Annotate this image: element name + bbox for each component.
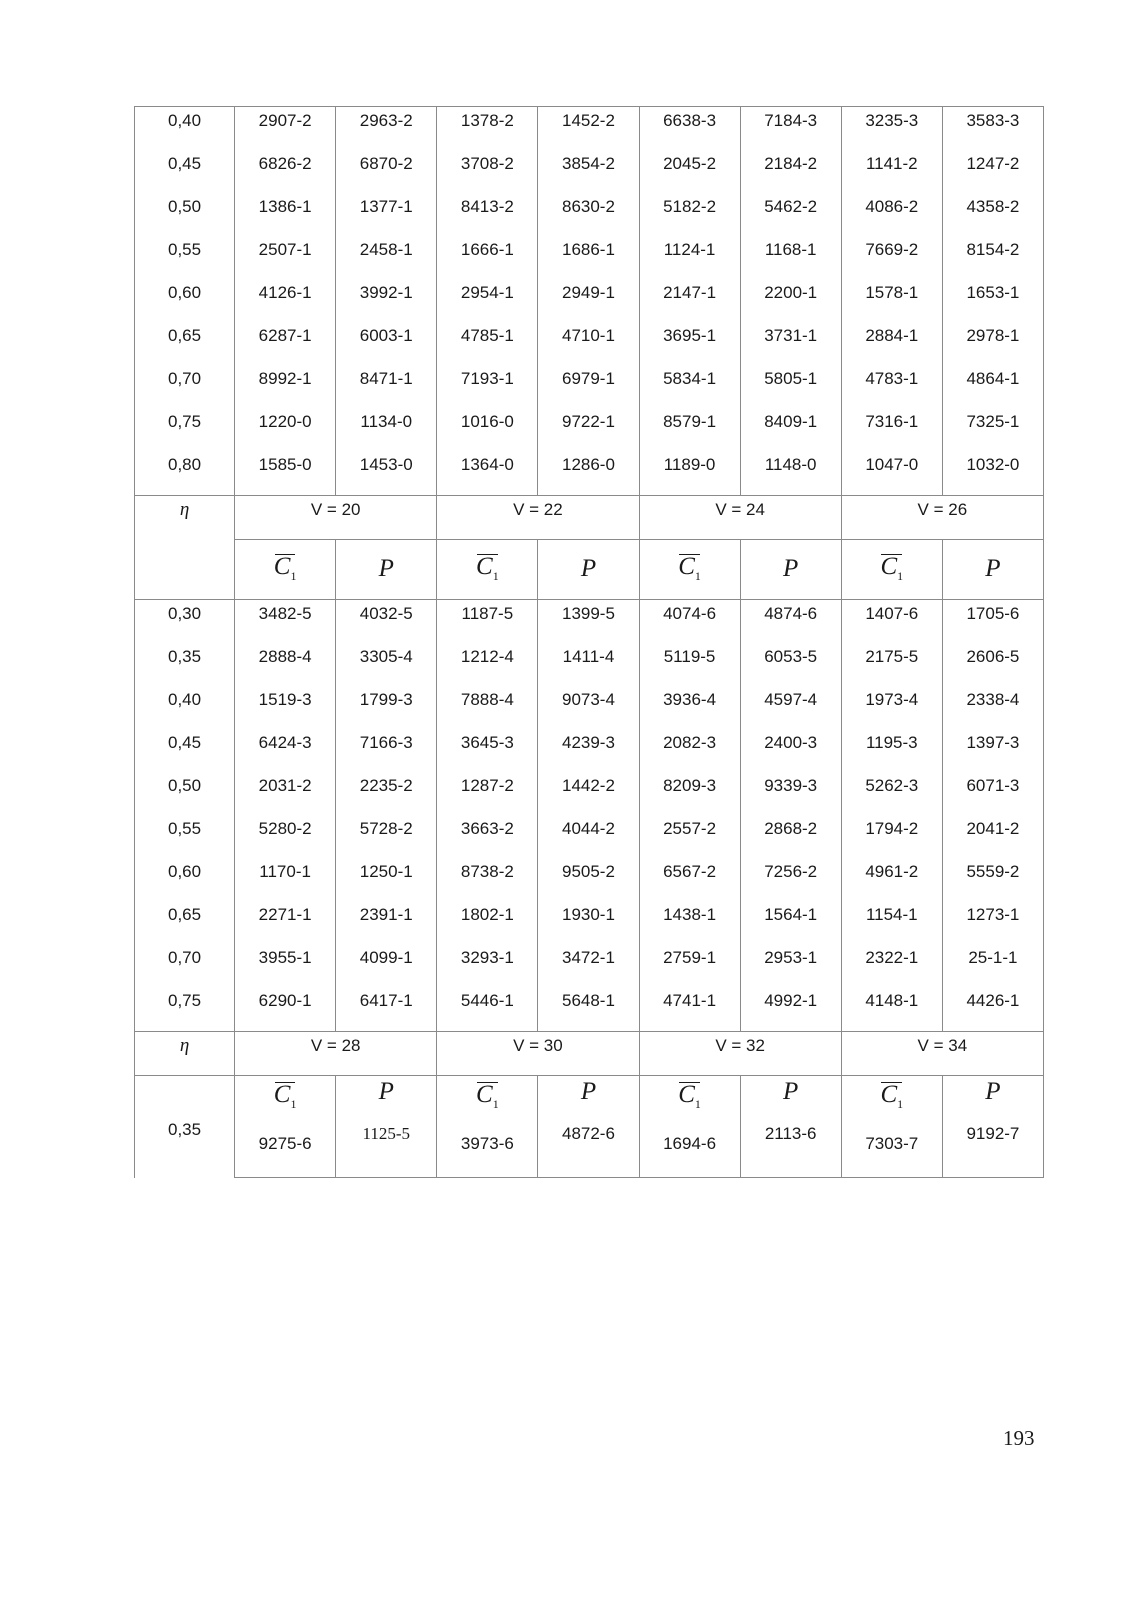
value-cell: 5262-3 — [841, 772, 942, 815]
value-cell: 3472-1 — [538, 944, 639, 987]
p-symbol: P — [378, 1078, 394, 1105]
value-cell: 1047-0 — [841, 451, 942, 496]
value-cell: 2954-1 — [437, 279, 538, 322]
table-row — [135, 193, 1044, 236]
value-cell: 1452-2 — [538, 107, 639, 150]
value-cell: 6870-2 — [336, 150, 437, 193]
value-cell: 8738-2 — [437, 858, 538, 901]
c1-header-cell — [841, 1076, 942, 1120]
value-cell: 8579-1 — [639, 408, 740, 451]
value-cell: 1124-1 — [639, 236, 740, 279]
table-row — [135, 1120, 1044, 1178]
value-cell: 5805-1 — [740, 365, 841, 408]
page-number: 193 — [1003, 1426, 1035, 1450]
table-row — [135, 107, 1044, 150]
value-cell: 7303-7 — [841, 1120, 942, 1178]
p-header-cell — [740, 1076, 841, 1120]
value-cell: 9192-7 — [942, 1120, 1043, 1178]
value-cell: 1168-1 — [740, 236, 841, 279]
p-symbol: P — [580, 1078, 597, 1105]
value-cell: 9073-4 — [538, 686, 639, 729]
value-cell: 2045-2 — [639, 150, 740, 193]
value-cell: 7256-2 — [740, 858, 841, 901]
table-row — [135, 858, 1044, 901]
table-block-2 — [135, 496, 1044, 1032]
value-cell: 2458-1 — [336, 236, 437, 279]
value-cell: 1666-1 — [437, 236, 538, 279]
value-cell: 1187-5 — [437, 600, 538, 643]
value-cell: 1154-1 — [841, 901, 942, 944]
value-cell: 1032-0 — [942, 451, 1043, 496]
table-row — [135, 322, 1044, 365]
value-cell: 1686-1 — [538, 236, 639, 279]
value-cell: 3663-2 — [437, 815, 538, 858]
value-cell: 2147-1 — [639, 279, 740, 322]
value-cell: 1794-2 — [841, 815, 942, 858]
v-header-cell: V = 32 — [639, 1032, 841, 1076]
c1-header-cell — [437, 1076, 538, 1120]
value-cell: 2322-1 — [841, 944, 942, 987]
value-cell: 2888-4 — [235, 643, 336, 686]
value-cell: 8471-1 — [336, 365, 437, 408]
value-cell: 1397-3 — [942, 729, 1043, 772]
value-cell: 6053-5 — [740, 643, 841, 686]
value-cell: 2175-5 — [841, 643, 942, 686]
c1-bar-symbol: $C_1$ — [476, 1081, 499, 1108]
p-header-cell — [942, 540, 1043, 600]
value-cell: 9722-1 — [538, 408, 639, 451]
value-cell: 1247-2 — [942, 150, 1043, 193]
value-cell: 1220-0 — [235, 408, 336, 451]
table-row — [135, 600, 1044, 643]
value-cell: 8630-2 — [538, 193, 639, 236]
v-header-cell: V = 24 — [639, 496, 841, 540]
eta-value-cell: 0,65 — [135, 901, 235, 944]
value-cell: 2507-1 — [235, 236, 336, 279]
c1-bar-symbol: $C_1$ — [880, 1081, 903, 1108]
value-cell: 4783-1 — [841, 365, 942, 408]
p-header-cell — [538, 1076, 639, 1120]
value-cell: 1519-3 — [235, 686, 336, 729]
value-cell: 4358-2 — [942, 193, 1043, 236]
p-symbol: P — [985, 554, 1001, 582]
value-cell: 1250-1 — [336, 858, 437, 901]
value-cell: 2200-1 — [740, 279, 841, 322]
value-cell: 4099-1 — [336, 944, 437, 987]
p-symbol: P — [783, 1078, 799, 1105]
c1-header-cell — [235, 540, 336, 600]
value-cell: 4864-1 — [942, 365, 1043, 408]
eta-value-cell: 0,60 — [135, 279, 235, 322]
value-cell: 2953-1 — [740, 944, 841, 987]
value-cell: 1148-0 — [740, 451, 841, 496]
table-row — [135, 944, 1044, 987]
value-cell: 1134-0 — [336, 408, 437, 451]
c1-bar-symbol: $C_1$ — [678, 553, 701, 580]
c1-bar-symbol: $C_1$ — [274, 1081, 297, 1108]
v-header-cell: V = 22 — [437, 496, 639, 540]
value-cell: 3992-1 — [336, 279, 437, 322]
eta-value-cell: 0,45 — [135, 729, 235, 772]
value-cell: 1287-2 — [437, 772, 538, 815]
table-row — [135, 815, 1044, 858]
value-cell: 2338-4 — [942, 686, 1043, 729]
c1-header-cell — [639, 540, 740, 600]
p-symbol: P — [985, 1078, 1001, 1105]
table-row — [135, 643, 1044, 686]
value-cell: 5834-1 — [639, 365, 740, 408]
eta-value-cell: 0,35 — [135, 643, 235, 686]
value-cell: 4597-4 — [740, 686, 841, 729]
value-cell: 1585-0 — [235, 451, 336, 496]
value-cell: 6071-3 — [942, 772, 1043, 815]
eta-value-cell: 0,40 — [135, 107, 235, 150]
c1-bar-symbol: $C_1$ — [678, 1081, 701, 1108]
table-block-1 — [135, 107, 1044, 496]
value-cell: 6638-3 — [639, 107, 740, 150]
value-cell: 7166-3 — [336, 729, 437, 772]
table-row — [135, 686, 1044, 729]
value-cell: 4044-2 — [538, 815, 639, 858]
p-header-cell — [336, 1076, 437, 1120]
value-cell: 1364-0 — [437, 451, 538, 496]
c1-header-cell — [437, 540, 538, 600]
value-cell: 4710-1 — [538, 322, 639, 365]
value-cell: 5280-2 — [235, 815, 336, 858]
value-cell: 2235-2 — [336, 772, 437, 815]
eta-symbol: η — [179, 1035, 190, 1056]
value-cell: 2391-1 — [336, 901, 437, 944]
value-cell: 2082-3 — [639, 729, 740, 772]
value-cell: 3854-2 — [538, 150, 639, 193]
value-cell: 1170-1 — [235, 858, 336, 901]
c1-bar-symbol: $C_1$ — [274, 553, 297, 580]
c1-header-cell — [841, 540, 942, 600]
value-cell: 1195-3 — [841, 729, 942, 772]
value-cell: 3482-5 — [235, 600, 336, 643]
value-cell: 4426-1 — [942, 987, 1043, 1032]
table-row — [135, 408, 1044, 451]
eta-value-cell: 0,70 — [135, 365, 235, 408]
value-cell: 4032-5 — [336, 600, 437, 643]
table-row — [135, 901, 1044, 944]
v-header-cell: V = 26 — [841, 496, 1043, 540]
value-cell: 6567-2 — [639, 858, 740, 901]
value-cell: 2978-1 — [942, 322, 1043, 365]
value-cell: 1399-5 — [538, 600, 639, 643]
data-table — [134, 106, 1044, 1178]
value-cell: 1578-1 — [841, 279, 942, 322]
p-symbol: P — [378, 554, 394, 582]
value-cell: 4126-1 — [235, 279, 336, 322]
value-cell: 4872-6 — [538, 1120, 639, 1178]
value-cell: 3731-1 — [740, 322, 841, 365]
value-cell: 1564-1 — [740, 901, 841, 944]
table-row — [135, 236, 1044, 279]
value-cell: 9275-6 — [235, 1120, 336, 1178]
c1-header-cell — [235, 1076, 336, 1120]
value-cell: 3293-1 — [437, 944, 538, 987]
value-cell: 2184-2 — [740, 150, 841, 193]
value-cell: 4741-1 — [639, 987, 740, 1032]
value-cell: 1125-5 — [336, 1120, 437, 1178]
value-cell: 6979-1 — [538, 365, 639, 408]
eta-value-cell: 0,50 — [135, 193, 235, 236]
value-cell: 5462-2 — [740, 193, 841, 236]
eta-symbol: η — [179, 499, 190, 520]
value-cell: 7316-1 — [841, 408, 942, 451]
value-cell: 2907-2 — [235, 107, 336, 150]
value-cell: 6290-1 — [235, 987, 336, 1032]
value-cell: 5648-1 — [538, 987, 639, 1032]
eta-value-cell: 0,75 — [135, 987, 235, 1032]
value-cell: 1141-2 — [841, 150, 942, 193]
v-header-cell: V = 20 — [235, 496, 437, 540]
v-header-cell: V = 28 — [235, 1032, 437, 1076]
value-cell: 1802-1 — [437, 901, 538, 944]
value-cell: 1442-2 — [538, 772, 639, 815]
table-row — [135, 987, 1044, 1032]
value-cell: 3235-3 — [841, 107, 942, 150]
value-cell: 1407-6 — [841, 600, 942, 643]
value-cell: 3708-2 — [437, 150, 538, 193]
eta-value-cell: 0,75 — [135, 408, 235, 451]
eta-value-cell: 0,50 — [135, 772, 235, 815]
value-cell: 4086-2 — [841, 193, 942, 236]
eta-header-cell — [135, 1032, 235, 1076]
table-row — [135, 451, 1044, 496]
value-cell: 2031-2 — [235, 772, 336, 815]
value-cell: 6417-1 — [336, 987, 437, 1032]
c1-header-cell — [639, 1076, 740, 1120]
value-cell: 3973-6 — [437, 1120, 538, 1178]
table-row — [135, 150, 1044, 193]
value-cell: 2949-1 — [538, 279, 639, 322]
value-cell: 2884-1 — [841, 322, 942, 365]
eta-value-cell: 0,60 — [135, 858, 235, 901]
value-cell: 9505-2 — [538, 858, 639, 901]
eta-value-cell: 0,55 — [135, 815, 235, 858]
symbol-header-row — [135, 540, 1044, 600]
c1-bar-symbol: $C_1$ — [476, 553, 499, 580]
value-cell: 1386-1 — [235, 193, 336, 236]
v-header-row — [135, 1032, 1044, 1076]
value-cell: 2400-3 — [740, 729, 841, 772]
value-cell: 3645-3 — [437, 729, 538, 772]
p-header-cell — [336, 540, 437, 600]
value-cell: 1377-1 — [336, 193, 437, 236]
value-cell: 5559-2 — [942, 858, 1043, 901]
value-cell: 1973-4 — [841, 686, 942, 729]
value-cell: 3695-1 — [639, 322, 740, 365]
eta-value-cell: 0,30 — [135, 600, 235, 643]
value-cell: 7193-1 — [437, 365, 538, 408]
p-header-cell — [538, 540, 639, 600]
value-cell: 8409-1 — [740, 408, 841, 451]
value-cell: 1930-1 — [538, 901, 639, 944]
value-cell: 1189-0 — [639, 451, 740, 496]
value-cell: 4961-2 — [841, 858, 942, 901]
value-cell: 5728-2 — [336, 815, 437, 858]
value-cell: 8154-2 — [942, 236, 1043, 279]
value-cell: 2963-2 — [336, 107, 437, 150]
v-header-row — [135, 496, 1044, 540]
value-cell: 2041-2 — [942, 815, 1043, 858]
value-cell: 4074-6 — [639, 600, 740, 643]
eta-spacer-cell — [135, 540, 235, 600]
value-cell: 1286-0 — [538, 451, 639, 496]
value-cell: 1799-3 — [336, 686, 437, 729]
value-cell: 1453-0 — [336, 451, 437, 496]
value-cell: 1378-2 — [437, 107, 538, 150]
value-cell: 5182-2 — [639, 193, 740, 236]
value-cell: 4785-1 — [437, 322, 538, 365]
value-cell: 1653-1 — [942, 279, 1043, 322]
value-cell: 1705-6 — [942, 600, 1043, 643]
eta-value-cell: 0,65 — [135, 322, 235, 365]
value-cell: 8413-2 — [437, 193, 538, 236]
p-header-cell — [942, 1076, 1043, 1120]
value-cell: 2606-5 — [942, 643, 1043, 686]
value-cell: 2113-6 — [740, 1120, 841, 1178]
value-cell: 1411-4 — [538, 643, 639, 686]
value-cell: 3583-3 — [942, 107, 1043, 150]
value-cell: 5446-1 — [437, 987, 538, 1032]
value-cell: 5119-5 — [639, 643, 740, 686]
eta-value-cell: 0,55 — [135, 236, 235, 279]
value-cell: 7888-4 — [437, 686, 538, 729]
value-cell: 8209-3 — [639, 772, 740, 815]
value-cell: 4992-1 — [740, 987, 841, 1032]
value-cell: 8992-1 — [235, 365, 336, 408]
value-cell: 6003-1 — [336, 322, 437, 365]
table-block-3 — [135, 1032, 1044, 1178]
v-header-cell: V = 30 — [437, 1032, 639, 1076]
table-row — [135, 729, 1044, 772]
value-cell: 2271-1 — [235, 901, 336, 944]
eta-value-cell: 0,80 — [135, 451, 235, 496]
table-row — [135, 365, 1044, 408]
value-cell: 6826-2 — [235, 150, 336, 193]
value-cell: 25-1-1 — [942, 944, 1043, 987]
value-cell: 6424-3 — [235, 729, 336, 772]
value-cell: 7669-2 — [841, 236, 942, 279]
value-cell: 7184-3 — [740, 107, 841, 150]
p-symbol: P — [580, 554, 597, 582]
table-row — [135, 772, 1044, 815]
value-cell: 9339-3 — [740, 772, 841, 815]
table-row — [135, 279, 1044, 322]
value-cell: 4239-3 — [538, 729, 639, 772]
value-cell: 1016-0 — [437, 408, 538, 451]
value-cell: 6287-1 — [235, 322, 336, 365]
value-cell: 1273-1 — [942, 901, 1043, 944]
value-cell: 1212-4 — [437, 643, 538, 686]
eta-value-cell: 0,70 — [135, 944, 235, 987]
eta-value-cell: 0,45 — [135, 150, 235, 193]
value-cell: 1438-1 — [639, 901, 740, 944]
value-cell: 7325-1 — [942, 408, 1043, 451]
value-cell: 3305-4 — [336, 643, 437, 686]
value-cell: 3936-4 — [639, 686, 740, 729]
eta-value-cell: 0,35 — [135, 1076, 235, 1178]
p-symbol: P — [783, 554, 799, 582]
value-cell: 2759-1 — [639, 944, 740, 987]
value-cell: 3955-1 — [235, 944, 336, 987]
eta-header-cell — [135, 496, 235, 540]
c1-bar-symbol: $C_1$ — [880, 553, 903, 580]
v-header-cell: V = 34 — [841, 1032, 1043, 1076]
value-cell: 4148-1 — [841, 987, 942, 1032]
eta-value-cell: 0,40 — [135, 686, 235, 729]
value-cell: 4874-6 — [740, 600, 841, 643]
value-cell: 2868-2 — [740, 815, 841, 858]
symbol-header-row — [135, 1076, 1044, 1120]
p-header-cell — [740, 540, 841, 600]
value-cell: 2557-2 — [639, 815, 740, 858]
value-cell: 1694-6 — [639, 1120, 740, 1178]
